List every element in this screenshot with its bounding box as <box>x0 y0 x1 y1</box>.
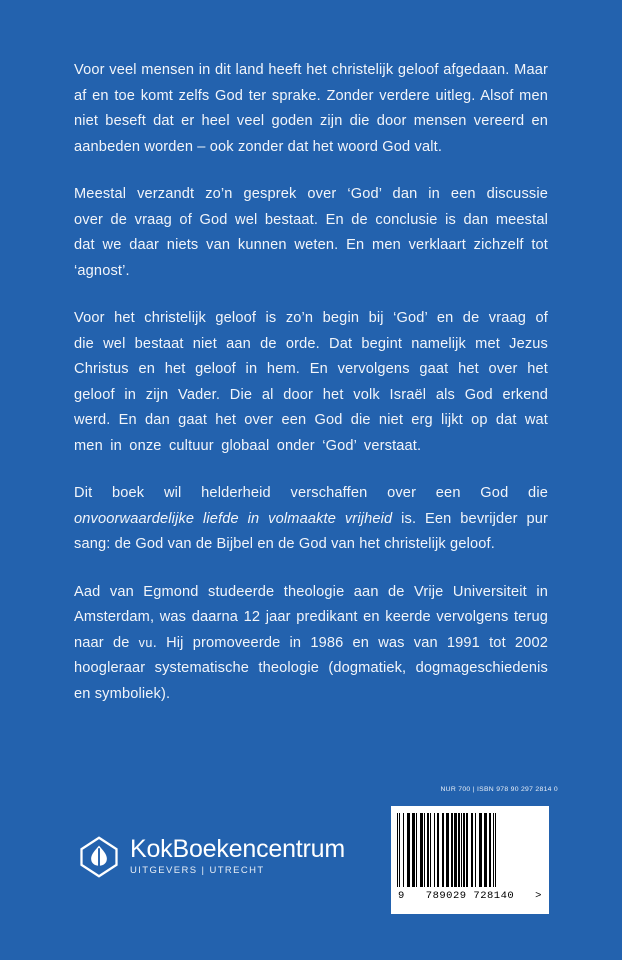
author-bio <box>74 580 548 708</box>
barcode-digit-main: 789029 728140 <box>425 890 515 902</box>
publisher-name: KokBoekencentrum <box>130 835 345 863</box>
highlight-after: is. Een bevrijder pur sang: de God van de Bijbel en de God van het christelijk geloof. <box>74 510 548 552</box>
publisher-text <box>130 836 345 878</box>
barcode-digits <box>397 887 543 902</box>
blurb-text-block <box>74 58 548 707</box>
blurb-paragraph-3: Voor het christelijk geloof is zo’n begin bij ‘God’ en de vraag of die wel bestaat niet aan de orde. Dat begint namelijk met Jezus Christus en het geloof in hem. En vervolgens gaat het over het geloof in zijn Vader. Die al door het volk Israël als God erkend werd. En dan gaat het over een God die niet erg lijkt op dat wat men in onze cultuur globaal onder ‘God’ verstaat. <box>74 310 548 454</box>
isbn-meta-line: NUR 700 | ISBN 978 90 297 2814 0 <box>440 786 558 793</box>
kok-leaf-logo-icon <box>78 836 120 878</box>
highlight-before: Dit boek wil helderheid verschaffen over een God die <box>74 485 548 501</box>
blurb-paragraph-1: Voor veel mensen in dit land heeft het christelijk geloof afgedaan. Maar af en toe komt zelfs God ter sprake. Zonder verdere uitleg. Alsof men niet beseft dat er heel veel goden zijn die door mensen vereerd en aanbeden worden – ook zonder dat het woord God valt. <box>74 62 548 155</box>
barcode-bars <box>397 813 543 887</box>
blurb-highlight-paragraph <box>74 481 548 558</box>
barcode-digit-left: 9 <box>398 890 405 902</box>
highlight-italic: onvoorwaardelijke liefde in volmaakte vrijheid <box>74 510 393 527</box>
bio-part-2: . Hij promoveerde in 1986 en was van 1991 tot 2002 hoogleraar systematische theologie (dogmatiek, dogmageschiedenis en symboliek). <box>74 634 548 702</box>
publisher-logo <box>78 836 345 878</box>
bio-small-caps: vu <box>138 635 153 650</box>
publisher-tagline: UITGEVERS | UTRECHT <box>130 865 265 876</box>
bio-part-1: Aad van Egmond studeerde theologie aan de Vrije Universiteit in Amsterdam, was daarna 12 jaar predikant en keerde vervolgens terug naar de <box>74 583 548 651</box>
blurb-paragraph-2: Meestal verzandt zo’n gesprek over ‘God’ dan in een discussie over de vraag of God wel bestaat. En de conclusie is dan meestal dat we daar niets van kunnen weten. En men verklaart zichzelf tot ‘agnost’. <box>74 186 548 279</box>
barcode-digit-right: > <box>535 890 542 902</box>
barcode <box>391 806 549 914</box>
